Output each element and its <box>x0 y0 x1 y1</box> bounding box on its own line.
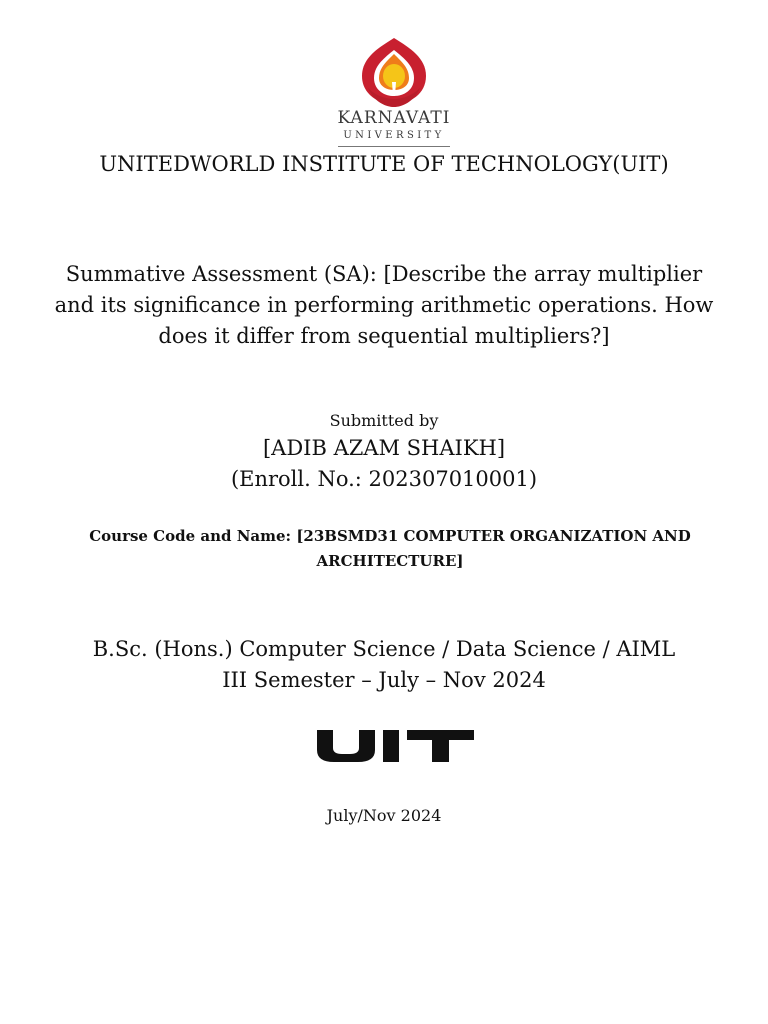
enrollment-number: (Enroll. No.: 202307010001) <box>230 467 538 491</box>
course-code-and-name: Course Code and Name: [23BSMD31 COMPUTER ORGANIZATION AND ARCHITECTURE] <box>89 527 691 570</box>
submitted-by-label: Submitted by <box>329 411 439 430</box>
institute-name: UNITEDWORLD INSTITUTE OF TECHNOLOGY(UIT) <box>99 152 669 176</box>
degree-program: B.Sc. (Hons.) Computer Science / Data Science / AIML <box>92 637 676 661</box>
submission-date: July/Nov 2024 <box>326 806 442 825</box>
assessment-title: Summative Assessment (SA): [Describe the array multiplier and its significance in performing arithmetic operations. How does it differ from sequential multipliers?] <box>54 262 714 348</box>
logo-lettering-karnavati: KARNAVATI <box>337 108 451 128</box>
student-name: [ADIB AZAM SHAIKH] <box>262 436 506 460</box>
flame-emblem-icon <box>332 36 456 108</box>
logo-divider <box>338 146 450 147</box>
semester-info: III Semester – July – Nov 2024 <box>222 668 546 692</box>
logo-lettering-university: UNIVERSITY <box>343 130 445 141</box>
karnavati-university-logo <box>332 36 456 154</box>
uit-logo <box>290 714 480 774</box>
